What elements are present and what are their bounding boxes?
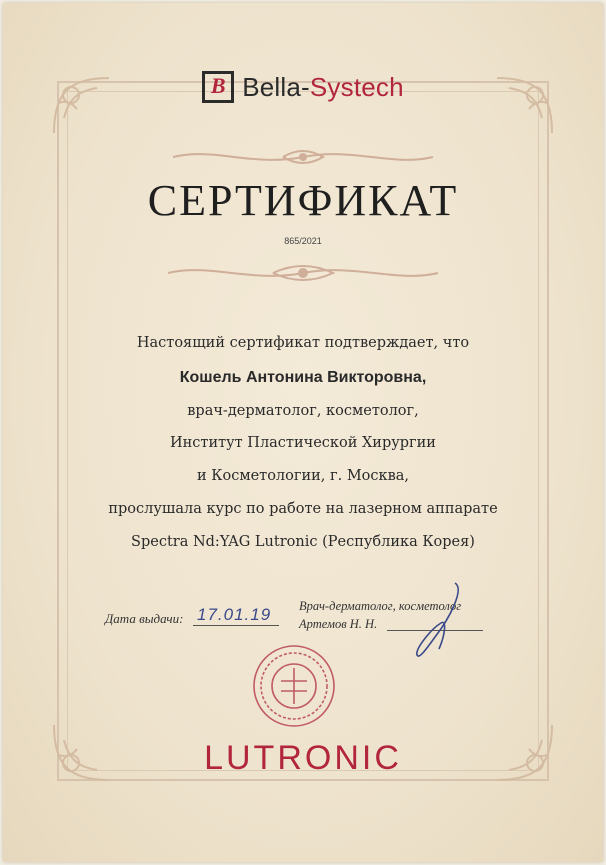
brand-name xyxy=(242,72,404,103)
handwritten-signature xyxy=(405,579,469,663)
signer-name: Артемов Н. Н. xyxy=(299,617,378,631)
brand-part1: Bella- xyxy=(242,71,310,102)
text-line-5: и Косметологии, г. Москва, xyxy=(196,468,410,484)
lutronic-logo: LUTRONIC xyxy=(204,739,402,777)
certificate-sheet xyxy=(3,3,603,862)
signer-title: Врач-дерматолог, косметолог xyxy=(299,599,462,613)
recipient-name: Кошель Антонина Викторовна, xyxy=(179,369,427,386)
top-ornament xyxy=(163,145,443,169)
bella-systech-logo xyxy=(3,65,603,109)
certificate-number: 865/2021 xyxy=(284,236,322,246)
brand-part2: Systech xyxy=(309,71,404,102)
text-line-4: Институт Пластической Хирургии xyxy=(170,435,436,451)
text-line-1: Настоящий сертификат подтверждает, что xyxy=(136,335,470,351)
certificate-title: СЕРТИФИКАТ xyxy=(147,176,459,225)
middle-ornament xyxy=(163,261,443,285)
official-stamp xyxy=(251,643,337,729)
text-line-6: прослушала курс по работе на лазерном аппарате xyxy=(108,501,498,517)
logo-mark xyxy=(202,71,234,103)
issue-date-label: Дата выдачи: xyxy=(105,611,184,626)
text-line-3: врач-дерматолог, косметолог, xyxy=(187,403,419,419)
text-line-7: Spectra Nd:YAG Lutronic (Республика Корея) xyxy=(131,534,475,550)
issue-date-value: 17.01.19 xyxy=(197,605,272,624)
logo-mark-letter: B xyxy=(210,73,226,98)
date-underline xyxy=(193,625,279,626)
